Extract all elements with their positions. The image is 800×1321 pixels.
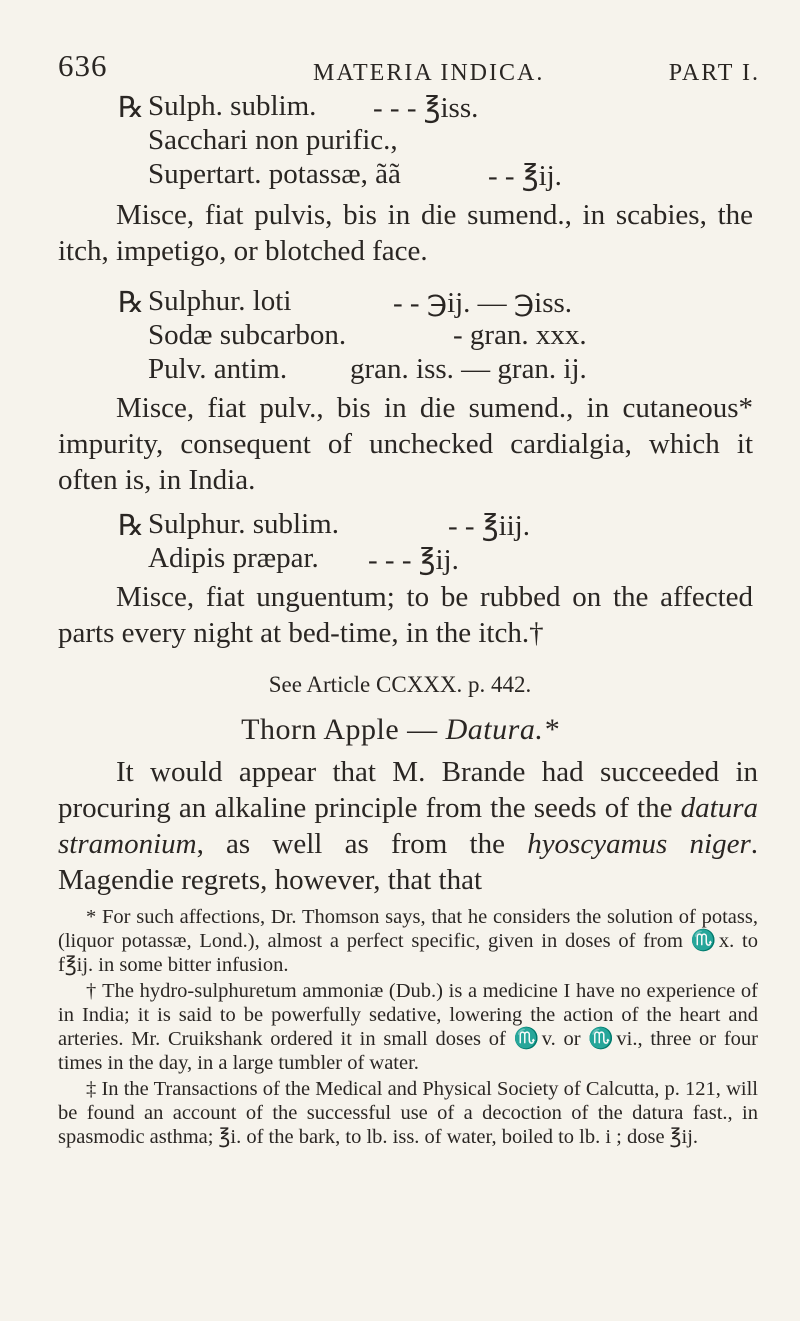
body-paragraph	[58, 754, 758, 898]
recipe-2-directions: Misce, fiat pulv., bis in die sumend., in cutaneous* impurity, consequent of unchecked cardialgia, which it often is, in India.	[58, 392, 753, 496]
footnote: † The hydro-sulphuretum ammoniæ (Dub.) is a medicine I have no experience of in India; it is said to be powerfully sedative, lowering the action of the heart and arteries. Mr. Cruikshank ordered it in small doses of ♏v. or ♏vi., three or four times in the day, in a large tumbler of water.	[58, 980, 758, 1074]
recipe-symbol: ℞	[118, 92, 144, 124]
body-text: . Magendie regrets, however, that that	[58, 828, 758, 896]
ingredient-name: Adipis præpar.	[148, 542, 319, 574]
recipe-1-directions: Misce, fiat pulvis, bis in die sumend., in scabies, the itch, impetigo, or blotched face.	[58, 199, 753, 267]
ingredient-dose: - - ℥ij.	[488, 160, 562, 192]
recipe-line	[118, 124, 638, 158]
footnote: * For such affections, Dr. Thomson says, that he considers the solution of potass, (liquor potassæ, Lond.), almost a perfect specific, given in doses of from ♏x. to f℥ij. in some bitter infusion.	[58, 906, 758, 976]
ingredient-dose: - - - ℥iss.	[373, 92, 479, 124]
recipe-line	[118, 285, 738, 319]
footnotes	[58, 905, 758, 1151]
ingredient-name: Sulphur. sublim.	[148, 508, 339, 540]
ingredient-dose: - gran. xxx.	[453, 319, 587, 351]
footnote: ‡ In the Transactions of the Medical and Physical Society of Calcutta, p. 121, will be found an account of the successful use of a decoction of the datura fast., in spasmodic asthma; ℥i. of the bark, to lb. iss. of water, boiled to lb. i ; dose ℥ij.	[58, 1078, 758, 1148]
ingredient-name: Supertart. potassæ, ãã	[148, 158, 401, 190]
recipe-line	[118, 158, 638, 192]
see-reference: See Article CCXXX. p. 442.	[268, 672, 532, 697]
body-text: , as well as from the	[196, 828, 528, 860]
ingredient-dose: - - ℈ij. — ℈iss.	[393, 287, 573, 319]
ingredient-dose: - - - ℥ij.	[368, 544, 459, 576]
heading-latin: Datura.*	[445, 713, 559, 746]
page-header	[58, 48, 760, 88]
body-text: It would appear that M. Brande had succeeded in procuring an alkaline principle from the seeds of the	[58, 756, 758, 824]
recipe-1	[118, 90, 638, 192]
recipe-3	[118, 508, 638, 576]
italic-term: datura stramonium	[58, 792, 758, 860]
recipe-line	[118, 319, 738, 353]
recipe-line	[118, 542, 638, 576]
page-number: 636	[58, 48, 108, 83]
ingredient-name: Sacchari non purific.,	[148, 124, 398, 156]
ingredient-dose: - - ℥iij.	[448, 510, 530, 542]
recipe-symbol: ℞	[118, 510, 144, 542]
heading-title: Thorn Apple —	[241, 713, 438, 746]
recipe-2	[118, 285, 738, 387]
running-title: MATERIA INDICA.	[313, 60, 545, 86]
section-heading	[0, 713, 800, 747]
ingredient-name: Sulphur. loti	[148, 285, 292, 317]
ingredient-name: Sulph. sublim.	[148, 90, 317, 122]
recipe-3-directions: Misce, fiat unguentum; to be rubbed on the affected parts every night at bed-time, in the itch.†	[58, 581, 753, 649]
ingredient-name: Sodæ subcarbon.	[148, 319, 347, 351]
recipe-line	[118, 90, 638, 124]
recipe-line	[118, 508, 638, 542]
recipe-symbol: ℞	[118, 287, 144, 319]
recipe-line	[118, 353, 738, 387]
ingredient-dose: gran. iss. — gran. ij.	[350, 353, 587, 385]
italic-term: hyoscyamus niger	[527, 828, 751, 860]
ingredient-name: Pulv. antim.	[148, 353, 288, 385]
part-label: PART I.	[668, 60, 760, 86]
